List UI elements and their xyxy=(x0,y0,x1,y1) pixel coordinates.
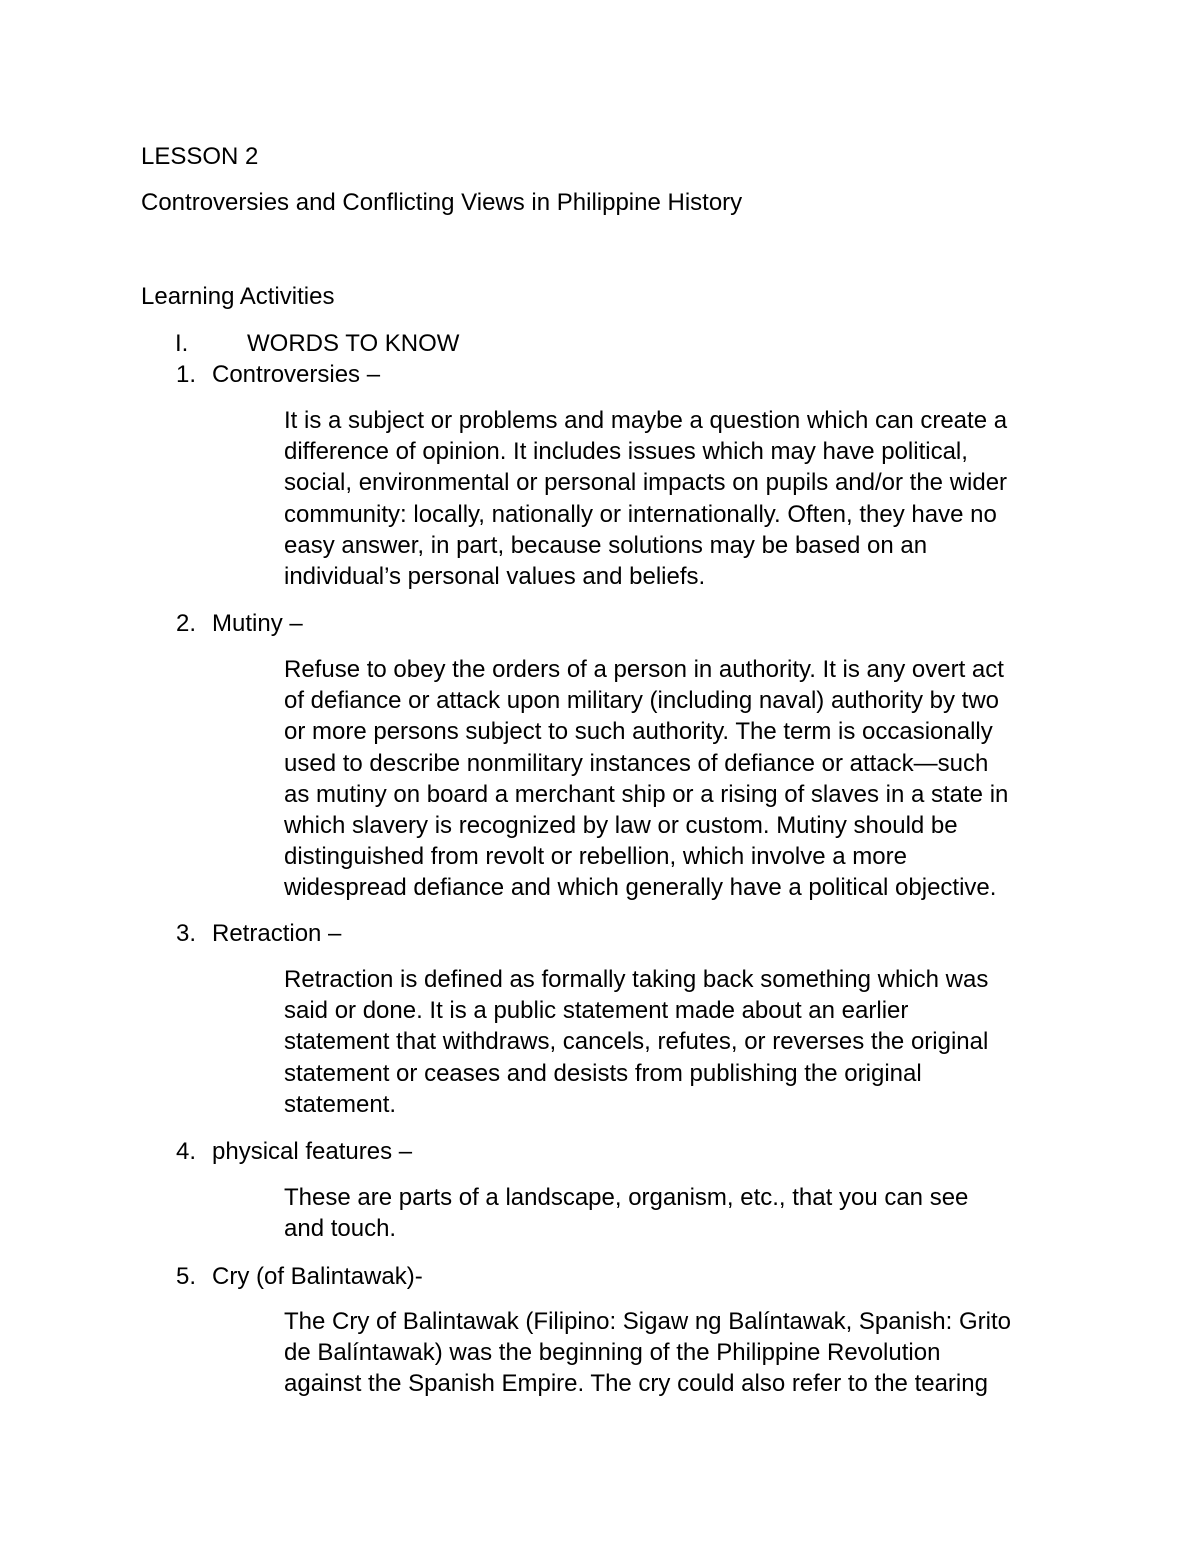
term-retraction: Retraction – xyxy=(212,920,342,947)
definition-line: said or done. It is a public statement made about an earlier xyxy=(284,997,909,1025)
definition-line: and touch. xyxy=(284,1215,397,1243)
definition-line: or more persons subject to such authority. The term is occasionally xyxy=(284,718,993,746)
term-controversies: Controversies – xyxy=(212,361,381,388)
definition-controversies xyxy=(284,405,1084,592)
definition-line: community: locally, nationally or internationally. Often, they have no xyxy=(284,500,997,528)
lesson-title: Controversies and Conflicting Views in Philippine History xyxy=(141,189,743,216)
definition-line: widespread defiance and which generally have a political objective. xyxy=(284,874,997,902)
definition-physical-features xyxy=(284,1182,1084,1244)
definition-line: individual’s personal values and beliefs. xyxy=(284,563,706,591)
definition-line: statement. xyxy=(284,1090,397,1118)
term-number: 5. xyxy=(176,1263,197,1290)
term-number: 4. xyxy=(176,1138,197,1165)
definition-line: difference of opinion. It includes issues which may have political, xyxy=(284,438,968,466)
section-title: WORDS TO KNOW xyxy=(247,330,460,357)
section-number: I. xyxy=(175,330,189,357)
term-number: 3. xyxy=(176,920,197,947)
definition-line: easy answer, in part, because solutions may be based on an xyxy=(284,531,928,559)
definition-line: statement or ceases and desists from publishing the original xyxy=(284,1059,922,1087)
definition-line: against the Spanish Empire. The cry could also refer to the tearing xyxy=(284,1370,988,1398)
definition-line: Retraction is defined as formally taking back something which was xyxy=(284,966,989,993)
definition-line: which slavery is recognized by law or custom. Mutiny should be xyxy=(284,812,958,840)
definition-line: It is a subject or problems and maybe a question which can create a xyxy=(284,407,1008,434)
definition-line: The Cry of Balintawak (Filipino: Sigaw ng Balíntawak, Spanish: Grito xyxy=(284,1308,1011,1335)
definition-cry-of-balintawak xyxy=(284,1306,1084,1400)
term-mutiny: Mutiny – xyxy=(212,610,303,637)
lesson-label: LESSON 2 xyxy=(141,143,259,170)
term-number: 2. xyxy=(176,610,197,637)
definition-retraction xyxy=(284,964,1084,1120)
term-cry-of-balintawak: Cry (of Balintawak)- xyxy=(212,1263,423,1290)
definition-line: statement that withdraws, cancels, refutes, or reverses the original xyxy=(284,1028,989,1056)
definition-line: of defiance or attack upon military (including naval) authority by two xyxy=(284,687,1000,715)
learning-activities-heading: Learning Activities xyxy=(141,283,335,310)
definition-line: de Balíntawak) was the beginning of the Philippine Revolution xyxy=(284,1339,941,1367)
definition-mutiny xyxy=(284,654,1084,904)
definition-line: distinguished from revolt or rebellion, which involve a more xyxy=(284,843,907,871)
definition-line: as mutiny on board a merchant ship or a rising of slaves in a state in xyxy=(284,780,1009,808)
term-physical-features: physical features – xyxy=(212,1138,413,1165)
term-number: 1. xyxy=(176,361,197,388)
definition-line: used to describe nonmilitary instances of defiance or attack—such xyxy=(284,749,989,777)
definition-line: Refuse to obey the orders of a person in authority. It is any overt act xyxy=(284,656,1004,683)
definition-line: These are parts of a landscape, organism, etc., that you can see xyxy=(284,1184,969,1211)
definition-line: social, environmental or personal impacts on pupils and/or the wider xyxy=(284,469,1008,497)
